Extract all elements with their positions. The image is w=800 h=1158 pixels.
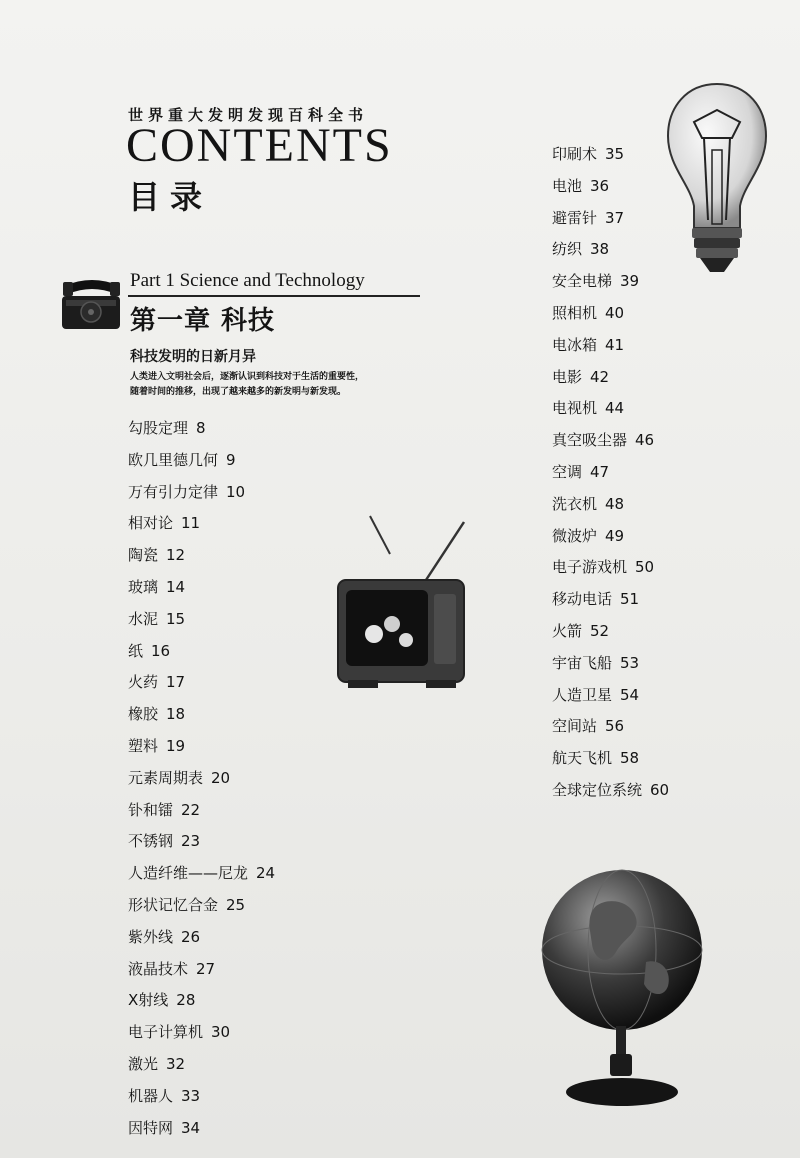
toc-entry-page: 9 [226,450,236,469]
toc-entry [552,780,669,800]
toc-entry-page: 33 [181,1086,201,1105]
toc-entry [128,1054,185,1074]
toc-entry-page: 18 [166,705,186,724]
toc-entry [128,800,200,820]
toc-entry [552,303,624,323]
toc-entry-page: 46 [635,431,655,450]
toc-entry-page: 16 [151,641,171,660]
toc-entry-page: 34 [181,1118,201,1137]
toc-entry-page: 25 [226,896,246,914]
toc-entry-page: 52 [590,622,610,640]
toc-entry [552,653,639,673]
toc-entry [552,621,609,641]
toc-entry-title: 电影 [552,367,583,386]
toc-entry-title: 航天飞机 [552,749,613,768]
part-divider [128,295,420,297]
toc-entry [552,557,654,577]
toc-entry-title: 纸 [128,641,144,660]
toc-entry-title: 电子游戏机 [552,558,628,577]
toc-entry-title: 移动电话 [552,590,613,609]
toc-entry [552,208,624,228]
toc-entry-page: 54 [620,685,640,704]
toc-entry-title: 液晶技术 [128,959,189,978]
toc-entry-page: 36 [590,176,610,195]
toc-entry-title: 空间站 [552,717,598,736]
toc-entry-page: 42 [590,367,610,386]
toc-entry-title: 欧几里德几何 [128,450,219,469]
toc-entry [128,545,185,565]
toc-entry [552,462,609,482]
toc-entry-title: 印刷术 [552,145,598,163]
contents-heading: CONTENTS [126,119,393,172]
toc-entry-page: 35 [605,145,625,163]
toc-entry [128,895,245,915]
toc-entry [128,482,245,502]
toc-entry-page: 53 [620,653,640,672]
toc-entry-title: 不锈钢 [128,832,174,851]
toc-entry-title: 宇宙飞船 [552,653,613,672]
chapter-title: 第一章 科技 [130,306,276,336]
toc-entry [552,526,624,546]
television-icon [334,514,468,694]
toc-entry-title: 火箭 [552,622,583,640]
toc-entry-title: 玻璃 [128,578,159,596]
toc-entry-page: 23 [181,832,201,851]
toc-entry-title: 电池 [552,176,583,195]
toc-entry-page: 32 [166,1055,186,1073]
toc-entry-title: 紫外线 [128,927,174,946]
toc-entry-title: 微波炉 [552,526,598,545]
toc-entry [128,704,185,724]
toc-entry-page: 11 [181,514,201,533]
toc-entry [128,736,185,756]
toc-entry-page: 10 [226,482,246,501]
toc-entry-page: 60 [650,781,670,799]
toc-entry [128,1022,230,1042]
toc-entry-title: X射线 [128,991,169,1010]
toc-entry-page: 58 [620,749,640,768]
toc-entry-title: 相对论 [128,514,174,533]
toc-entry-page: 14 [166,578,186,596]
part-title: Part 1 Science and Technology [130,270,365,291]
toc-entry-title: 激光 [128,1055,159,1073]
toc-entry [552,685,639,705]
lightbulb-icon [664,80,770,276]
toc-entry [552,589,639,609]
toc-entry-title: 安全电梯 [552,272,613,291]
toc-entry-title: 纺织 [552,240,583,259]
toc-entry [128,418,206,438]
toc-entry [128,641,170,661]
toc-entry-page: 47 [590,463,610,481]
toc-entry [128,577,185,597]
toc-entry-page: 37 [605,208,625,227]
toc-entry-title: 空调 [552,463,583,481]
toc-entry-page: 51 [620,590,640,609]
globe-icon [536,866,712,1110]
toc-entry [128,927,200,947]
toc-entry-page: 40 [605,304,625,322]
toc-entry [552,144,624,164]
toc-entry-page: 44 [605,399,625,418]
toc-entry-title: 钋和镭 [128,800,174,819]
toc-entry-page: 19 [166,737,186,755]
intro-line: 随着时间的推移，出现了越来越多的新发明与新发现。 [130,387,347,397]
toc-entry-title: 万有引力定律 [128,482,219,501]
toc-entry [552,494,624,514]
series-title: 世界重大发明发现百科全书 [128,106,369,124]
toc-entry-page: 20 [211,768,231,787]
toc-entry [128,672,185,692]
toc-entry [128,831,200,851]
mulu-heading: 目录 [128,178,213,216]
toc-entry-page: 27 [196,959,216,978]
toc-entry [552,176,609,196]
toc-entry [552,239,609,259]
toc-entry-title: 机器人 [128,1086,174,1105]
toc-entry [552,430,654,450]
toc-entry [552,716,624,736]
toc-entry-title: 避雷针 [552,208,598,227]
toc-entry-title: 塑料 [128,737,159,755]
toc-entry [552,398,624,418]
toc-entry [552,271,639,291]
toc-entry-page: 56 [605,717,625,736]
toc-entry-page: 30 [211,1023,231,1042]
toc-entry [128,1086,200,1106]
toc-entry-title: 人造纤维——尼龙 [128,864,249,883]
toc-entry-title: 橡胶 [128,705,159,724]
toc-entry-page: 49 [605,526,625,545]
toc-entry-page: 8 [196,419,206,437]
toc-entry-title: 电视机 [552,399,598,418]
toc-entry-title: 全球定位系统 [552,781,643,799]
toc-entry-page: 15 [166,609,186,628]
toc-entry [128,1118,200,1138]
toc-entry-title: 元素周期表 [128,768,204,787]
toc-entry [552,748,639,768]
toc-entry-page: 39 [620,272,640,291]
toc-entry-title: 人造卫星 [552,685,613,704]
toc-entry-page: 28 [176,991,196,1010]
toc-entry [128,513,200,533]
toc-entry-title: 因特网 [128,1118,174,1137]
toc-entry-page: 22 [181,800,201,819]
toc-entry-page: 41 [605,335,625,354]
toc-entry-title: 洗衣机 [552,494,598,513]
toc-entry-title: 真空吸尘器 [552,431,628,450]
toc-entry [552,367,609,387]
toc-entry-page: 24 [256,864,276,883]
toc-entry-page: 26 [181,927,201,946]
intro-line: 人类进入文明社会后，逐渐认识到科技对于生活的重要性， [130,372,365,382]
toc-entry-title: 勾股定理 [128,419,189,437]
toc-entry-page: 48 [605,494,625,513]
toc-entry-title: 水泥 [128,609,159,628]
chapter-intro [130,370,430,400]
toc-entry-title: 陶瓷 [128,546,159,565]
toc-entry-title: 电子计算机 [128,1023,204,1042]
telephone-icon [60,272,124,332]
toc-entry-page: 17 [166,673,186,692]
toc-entry-page: 38 [590,240,610,259]
toc-entry-title: 电冰箱 [552,335,598,354]
toc-entry-title: 形状记忆合金 [128,896,219,914]
toc-entry-title: 照相机 [552,304,598,322]
toc-entry [128,959,215,979]
toc-entry [128,990,195,1010]
toc-entry-page: 50 [635,558,655,577]
toc-entry [552,335,624,355]
toc-entry-title: 火药 [128,673,159,692]
toc-entry [128,863,275,883]
toc-entry [128,609,185,629]
toc-entry-page: 12 [166,546,186,565]
toc-entry [128,450,236,470]
toc-entry [128,768,230,788]
chapter-subtitle: 科技发明的日新月异 [130,349,256,365]
